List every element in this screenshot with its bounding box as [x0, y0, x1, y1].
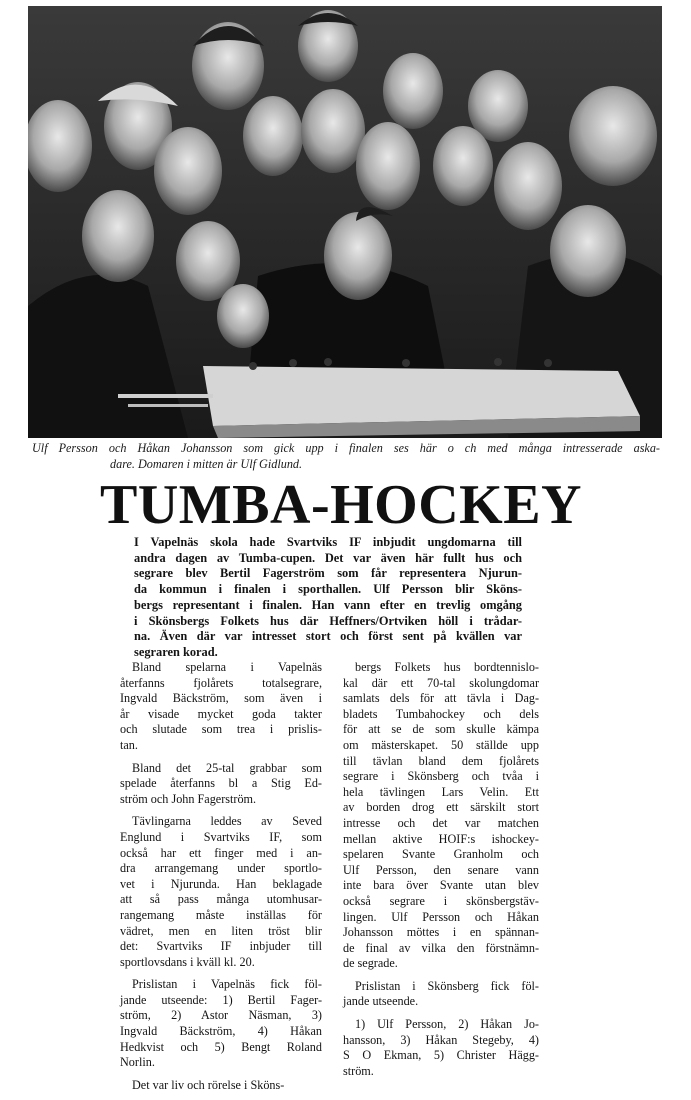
text-line: dra arrangemang under sportlo-: [120, 861, 322, 876]
paragraph: [120, 977, 322, 1071]
paragraph: [120, 660, 322, 754]
text-line: kal där ett 70-tal skolungdomar: [343, 675, 539, 690]
lead-line: na. Även där var intresset stort och först sent på kvällen var: [134, 629, 522, 644]
text-line: Tävlingarna leddes av Seved: [132, 814, 322, 829]
text-line: Det var liv och rörelse i Sköns-: [132, 1077, 285, 1092]
text-line: tan.: [120, 737, 138, 752]
text-line: att så pass många utomhusar-: [120, 892, 322, 907]
text-line: och slutade som trea i prislis-: [120, 722, 322, 737]
text-line: återfanns fjolårets totalsegrare,: [120, 675, 322, 690]
text-line: mellan aktive HOIF:s ishockey-: [343, 831, 539, 846]
text-line: om mästerskapet. 50 ställde upp: [343, 737, 539, 752]
paragraph: [120, 814, 322, 970]
text-line: hela tävlingen Lars Velin. Ett: [343, 784, 539, 799]
text-line: Ingvald Bäckström, 4) Håkan: [120, 1024, 322, 1039]
text-line: jande utseende.: [343, 994, 419, 1009]
lead-line: i Skönsbergs Folkets hus där Heffners/Ortviken höll i trådar-: [134, 613, 522, 628]
text-line: Bland spelarna i Vapelnäs: [132, 660, 322, 674]
text-line: intresse och det var matchen: [343, 815, 539, 830]
text-line: bergs Folkets hus bordtennislo-: [355, 660, 539, 674]
paragraph: [343, 1017, 539, 1079]
article-headline: TUMBA-HOCKEY: [100, 474, 582, 536]
text-line: lingen. Ulf Persson och Håkan: [343, 909, 539, 924]
paragraph: [343, 660, 539, 972]
text-line: Ulf Persson, den senare vann: [343, 862, 539, 877]
text-line: Norlin.: [120, 1055, 155, 1070]
text-line: Johansson möttes i en spännan-: [343, 925, 539, 940]
text-line: för att se de som skulle kämpa: [343, 722, 539, 737]
lead-line: segraren korad.: [134, 644, 218, 659]
caption-line: Ulf Persson och Håkan Johansson som gick upp i finalen ses här o ch med många intresserade aska-: [32, 441, 660, 455]
text-line: till tävlan bland dem fjolårets: [343, 753, 539, 768]
body-column-left: [120, 660, 322, 1100]
text-line: segrare i Skönsberg och tvåa i: [343, 769, 539, 784]
lead-line: da kommun i finalen i sporthallen. Ulf Persson blir Sköns-: [134, 582, 522, 597]
paragraph: [120, 1078, 322, 1094]
text-line: år visade mycket goda takter: [120, 706, 322, 721]
text-line: spelaren Svante Granholm och: [343, 847, 539, 862]
paragraph: [343, 979, 539, 1010]
text-line: inte bara över Svante utan blev: [343, 878, 539, 893]
news-photo: [28, 6, 662, 438]
text-line: ström, 2) Astor Näsman, 3): [120, 1008, 322, 1023]
text-line: Prislistan i Vapelnäs fick föl-: [132, 977, 322, 992]
text-line: också segrare i skönsbergstäv-: [343, 893, 539, 908]
text-line: Bland det 25-tal grabbar som: [132, 760, 322, 775]
text-line: av borden drog ett särskilt stort: [343, 800, 539, 815]
text-line: 1) Ulf Persson, 2) Håkan Jo-: [355, 1017, 539, 1032]
paragraph: [120, 761, 322, 808]
text-line: sportlovsdans i kväll kl. 20.: [120, 954, 255, 969]
text-line: hansson, 3) Håkan Stegeby, 4): [343, 1032, 539, 1047]
text-line: Prislistan i Skönsberg fick föl-: [355, 978, 539, 993]
text-line: ström och John Fagerström.: [120, 791, 257, 806]
body-column-right: [343, 660, 539, 1086]
photo-caption: [32, 440, 660, 472]
caption-line: dare. Domaren i mitten är Ulf Gidlund.: [110, 457, 303, 471]
text-line: bladets Tumbahockey och dels: [343, 706, 539, 721]
text-line: rangemang måste inställas för: [120, 907, 322, 922]
text-line: S O Ekman, 5) Christer Hägg-: [343, 1048, 539, 1063]
text-line: vet i Njurunda. Han beklagade: [120, 876, 322, 891]
group-photo-icon: [28, 6, 662, 438]
text-line: Englund i Svartviks IF, som: [120, 829, 322, 844]
lead-line: andra dagen av Tumba-cupen. Det var även här fullt hus och: [134, 550, 522, 565]
text-line: Ingvald Bäckström, som även i: [120, 691, 322, 706]
text-line: samlats dels för att tävla i Dag-: [343, 691, 539, 706]
text-line: de final av vilka den förstnämn-: [343, 940, 539, 955]
lead-paragraph: [134, 535, 522, 661]
lead-line: bergs representant i finalen. Han vann efter en trevlig omgång: [134, 597, 522, 612]
text-line: de segrade.: [343, 956, 398, 971]
text-line: det: Svartviks IF inbjuder till: [120, 939, 322, 954]
lead-line: I Vapelnäs skola hade Svartviks IF inbjudit ungdomarna till: [134, 535, 522, 549]
text-line: vädret, men en liten tröst blir: [120, 923, 322, 938]
text-line: spelade återfanns bl a Stig Ed-: [120, 776, 322, 791]
text-line: Hedkvist och 5) Bengt Roland: [120, 1039, 322, 1054]
text-line: också har ett finger med i an-: [120, 845, 322, 860]
text-line: ström.: [343, 1063, 374, 1078]
lead-line: segrare blev Bertil Fagerström som får representera Njurun-: [134, 566, 522, 581]
text-line: jande utseende: 1) Bertil Fager-: [120, 992, 322, 1007]
